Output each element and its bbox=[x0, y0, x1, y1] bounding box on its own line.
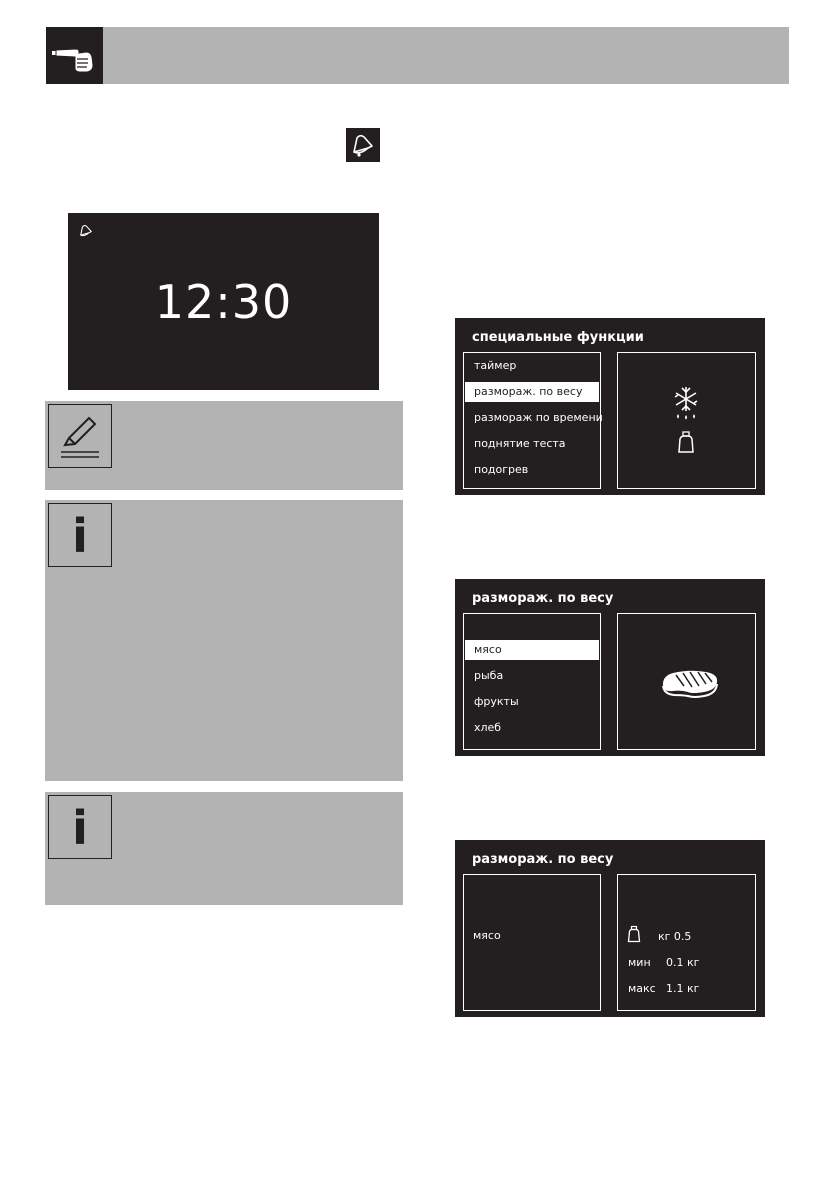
info-icon: i bbox=[48, 503, 112, 567]
selected-food-panel bbox=[463, 874, 601, 1011]
defrost-weight-food-screen bbox=[455, 579, 765, 756]
info-icon: i bbox=[48, 795, 112, 859]
info-box bbox=[45, 500, 403, 781]
header-bar bbox=[46, 27, 789, 84]
bell-icon bbox=[76, 221, 96, 241]
menu-item-fish[interactable]: рыба bbox=[474, 669, 504, 682]
steak-icon bbox=[618, 614, 755, 749]
menu-item-warming[interactable]: подогрев bbox=[474, 463, 529, 476]
pencil-note-icon bbox=[48, 404, 112, 468]
weight-value[interactable]: кг 0.5 bbox=[658, 930, 692, 943]
screen-title: размораж. по весу bbox=[472, 852, 614, 867]
menu-item-bread[interactable]: хлеб bbox=[474, 721, 502, 734]
weight-icon bbox=[627, 925, 641, 943]
screen-title: размораж. по весу bbox=[472, 591, 614, 606]
function-preview bbox=[617, 352, 756, 489]
screen-title: специальные функции bbox=[472, 330, 644, 345]
menu-item-meat[interactable]: мясо bbox=[465, 640, 599, 660]
min-label: мин bbox=[628, 956, 651, 969]
food-preview bbox=[617, 613, 756, 750]
clock-display bbox=[68, 213, 379, 390]
max-label: макс bbox=[628, 982, 656, 995]
menu-item-fruit[interactable]: фрукты bbox=[474, 695, 519, 708]
food-menu bbox=[463, 613, 601, 750]
menu-item-defrost-time[interactable]: размораж по времени bbox=[474, 411, 603, 424]
max-value: 1.1 кг bbox=[666, 982, 700, 995]
defrost-weight-setting-screen bbox=[455, 840, 765, 1017]
special-functions-screen bbox=[455, 318, 765, 495]
min-value: 0.1 кг bbox=[666, 956, 700, 969]
menu-item-dough-proving[interactable]: поднятие теста bbox=[474, 437, 566, 450]
bell-icon bbox=[346, 128, 380, 162]
weight-settings-panel bbox=[617, 874, 756, 1011]
function-menu bbox=[463, 352, 601, 489]
note-box bbox=[45, 401, 403, 490]
info-box bbox=[45, 792, 403, 905]
pointing-hand-icon bbox=[46, 27, 103, 84]
snowflake-weight-icon bbox=[618, 353, 755, 488]
menu-item-defrost-weight[interactable]: размораж. по весу bbox=[465, 382, 599, 402]
selected-food: мясо bbox=[473, 929, 501, 942]
clock-time: 12:30 bbox=[154, 275, 293, 329]
menu-item-timer[interactable]: таймер bbox=[474, 359, 517, 372]
